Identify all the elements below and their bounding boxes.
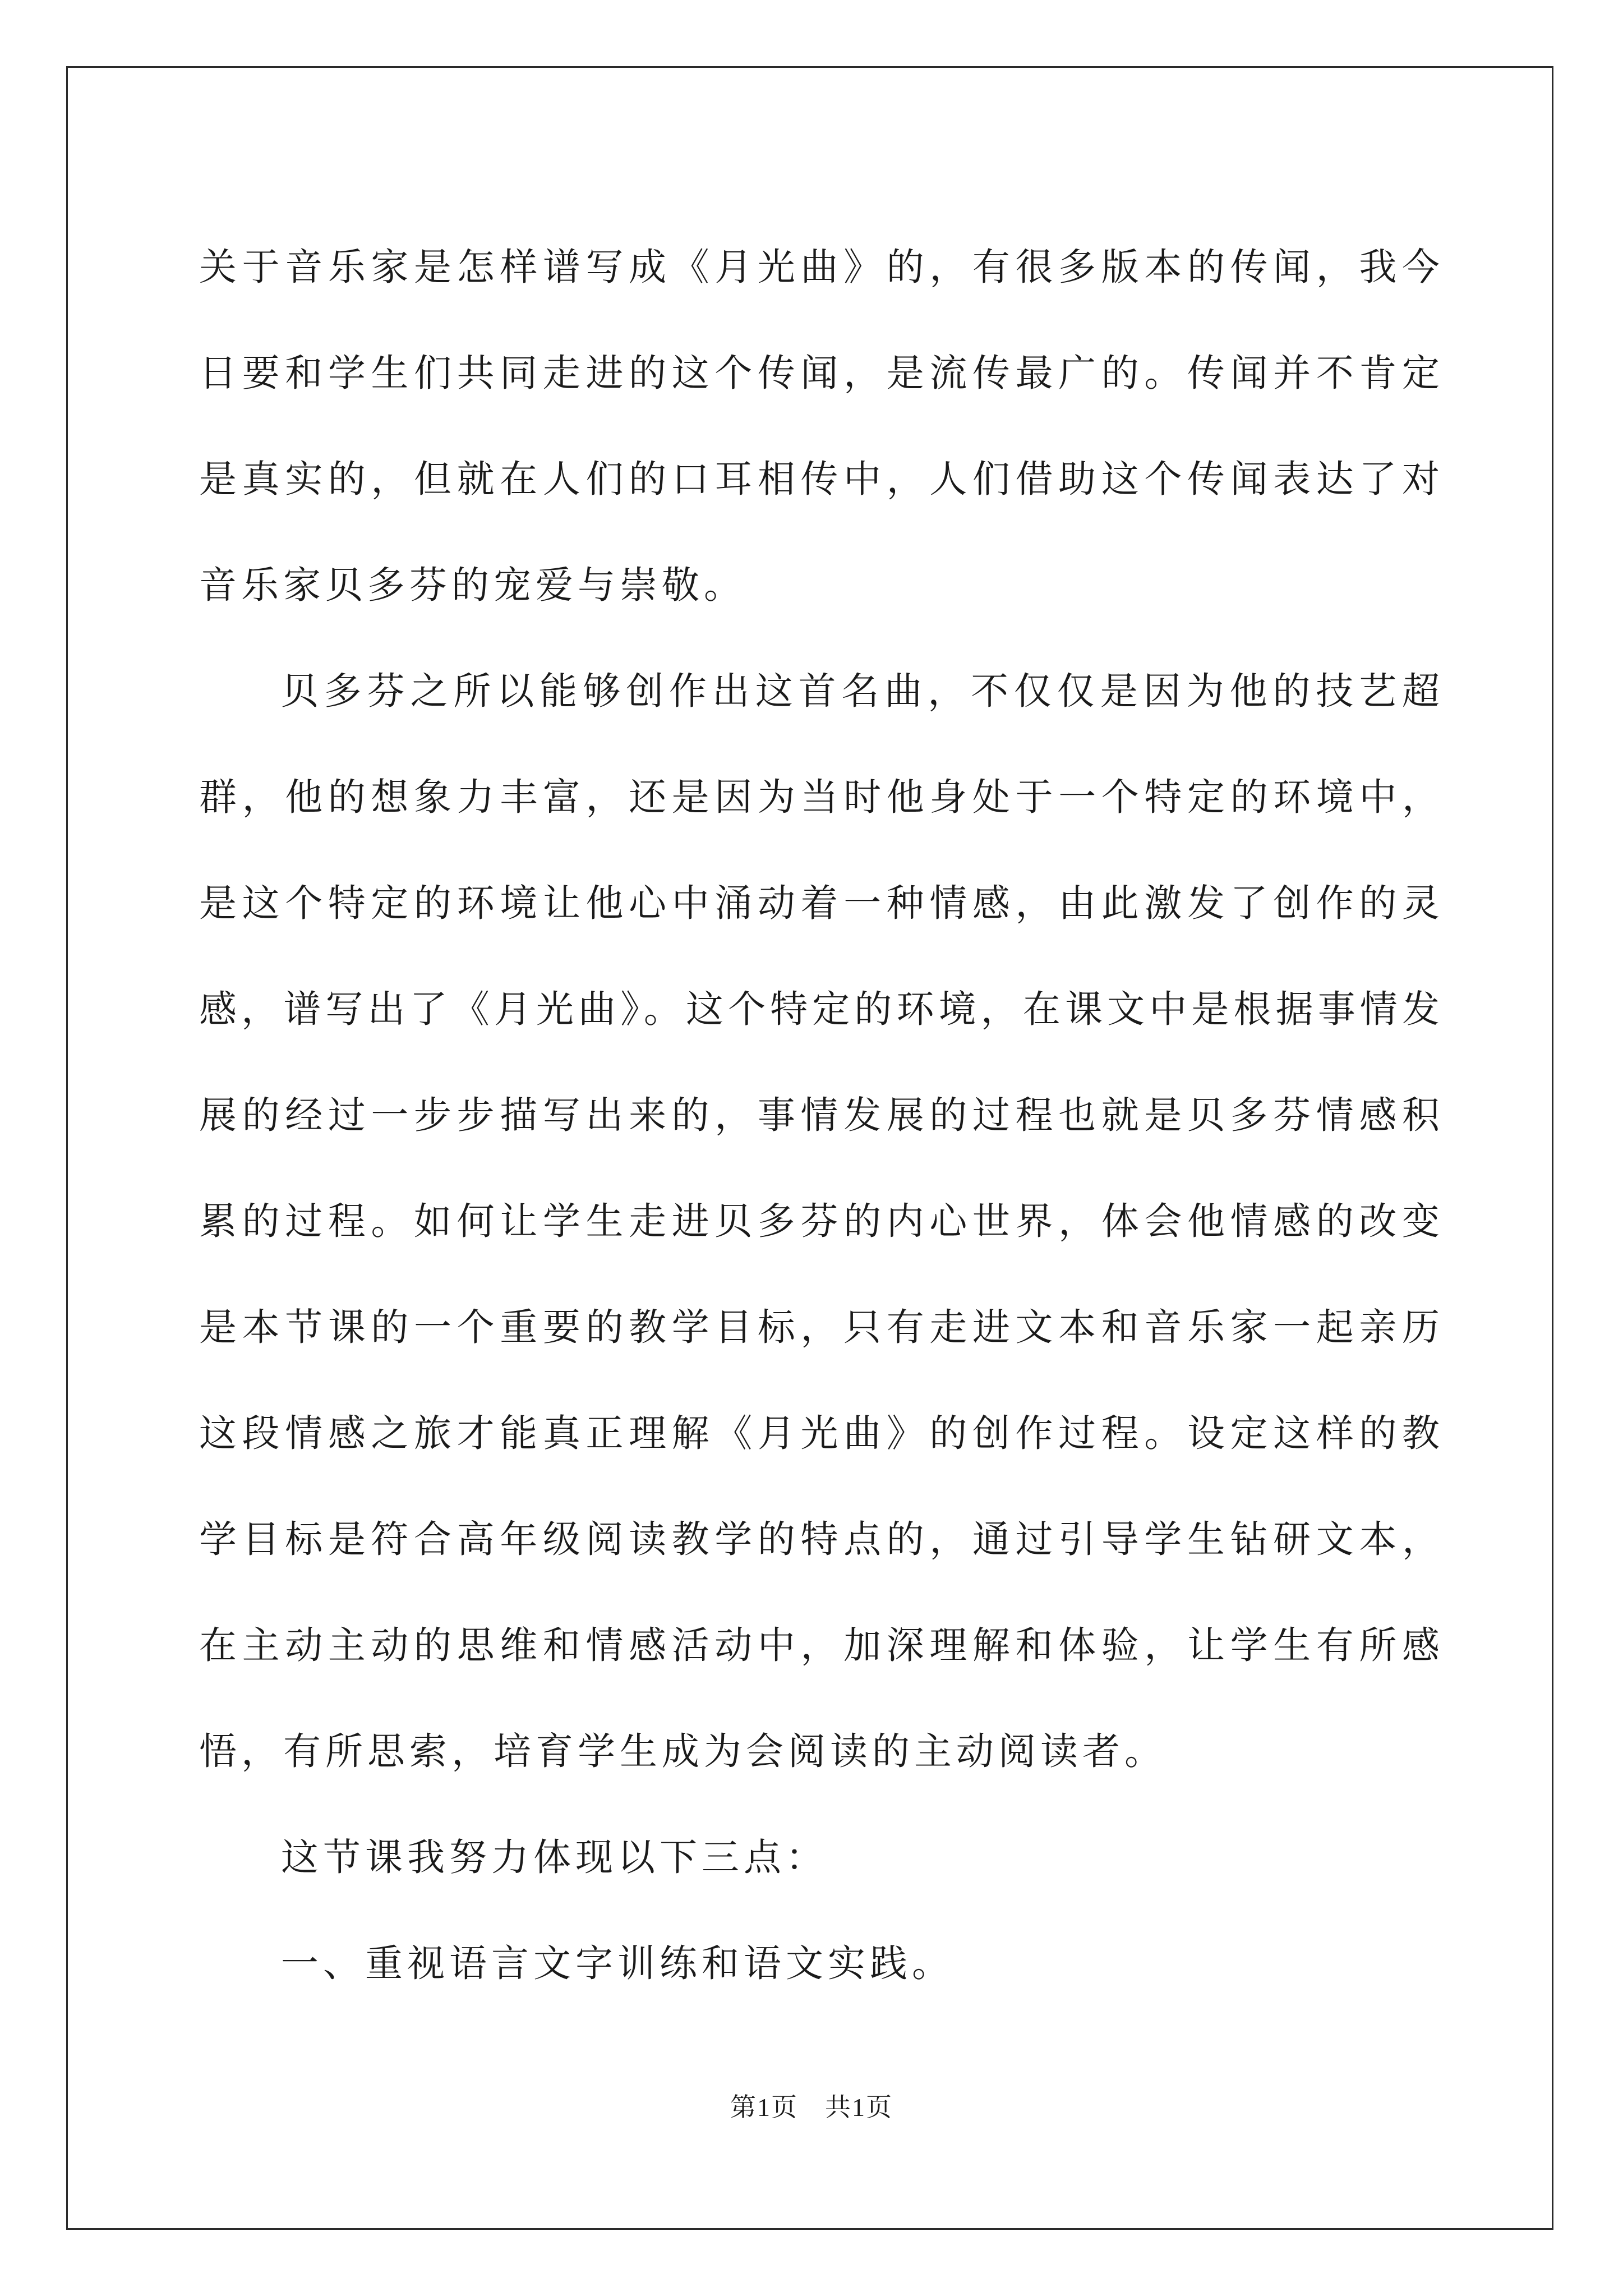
page-number: 第1页: [730, 2093, 798, 2122]
paragraph-beethoven: 贝多芬之所以能够创作出这首名曲，不仅仅是因为他的技艺超群，他的想象力丰富，还是因为当时他身处于一个特定的环境中，是这个特定的环境让他心中涌动着一种情感，由此激发了创作的灵感，谱写出了《月光曲》。这个特定的环境，在课文中是根据事情发展的经过一步步描写出来的，事情发展的过程也就是贝多芬情感积累的过程。如何让学生走进贝多芬的内心世界，体会他情感的改变是本节课的一个重要的教学目标，只有走进文本和音乐家一起亲历这段情感之旅才能真正理解《月光曲》的创作过程。设定这样的教学目标是符合高年级阅读教学的特点的，通过引导学生钻研文本，在主动主动的思维和情感活动中，加深理解和体验，让学生有所感悟，有所思索，培育学生成为会阅读的主动阅读者。: [199, 669, 1444, 1773]
page-total: 共1页: [825, 2093, 893, 2122]
paragraph-point-one: 一、重视语言文字训练和语文实践。: [281, 1941, 954, 1985]
page-footer: [0, 2087, 1623, 2124]
paragraph-intro: 关于音乐家是怎样谱写成《月光曲》的，有很多版本的传闻，我今日要和学生们共同走进的这个传闻，是流传最广的。传闻并不肯定是真实的，但就在人们的口耳相传中，人们借助这个传闻表达了对音乐家贝多芬的宠爱与崇敬。: [199, 245, 1444, 607]
document-body: [199, 214, 1444, 2017]
paragraph-three-points: 这节课我努力体现以下三点：: [281, 1835, 828, 1879]
